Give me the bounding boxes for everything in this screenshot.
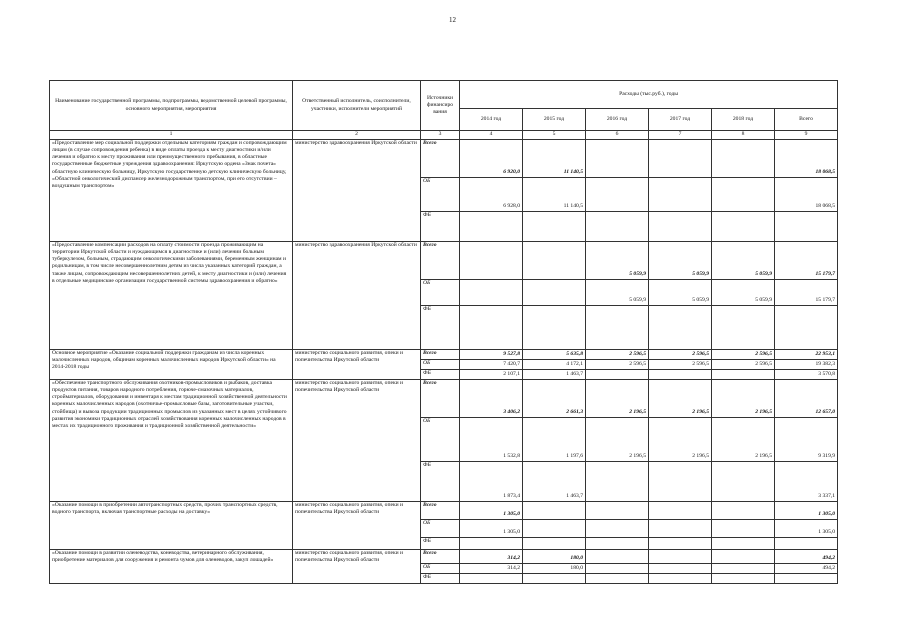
header-expenses: Расходы (тыс.руб.), годы <box>460 81 838 109</box>
year-value: 2 196,5 <box>586 380 649 418</box>
funding-source: ФБ <box>421 212 460 242</box>
total-value <box>775 538 838 550</box>
funding-source: Всего <box>421 502 460 520</box>
activity-executor: министерство здравоохранения Иркутской области <box>293 242 421 350</box>
year-value: 1 463,7 <box>523 462 586 502</box>
funding-source: ОБ <box>421 418 460 462</box>
activity-name: «Оказание помощи в развитии оленеводства, коневодства, ветеринарного обслуживания, приобретение материалов для сооружения и ремонта чумов для оленеводов, закуп лошадей» <box>50 550 293 584</box>
year-value: 1 305,0 <box>460 502 523 520</box>
year-value: 5 635,8 <box>523 350 586 360</box>
year-value <box>523 306 586 350</box>
year-value: 2 596,5 <box>586 360 649 370</box>
column-number: 7 <box>649 131 712 140</box>
column-number: 3 <box>421 131 460 140</box>
total-value: 1 305,0 <box>775 502 838 520</box>
funding-source: ОБ <box>421 178 460 212</box>
year-value <box>523 212 586 242</box>
year-value <box>460 306 523 350</box>
funding-source: ОБ <box>421 280 460 306</box>
year-value <box>649 140 712 178</box>
column-number-row <box>50 131 838 140</box>
year-value: 3 406,2 <box>460 380 523 418</box>
activity-executor: министерство социального развития, опеки и попечительства Иркутской области <box>293 550 421 584</box>
year-value <box>523 280 586 306</box>
year-value <box>649 550 712 564</box>
year-value <box>649 564 712 574</box>
year-value: 2 196,5 <box>712 418 775 462</box>
year-value: 314,2 <box>460 550 523 564</box>
year-value <box>586 370 649 380</box>
year-value <box>649 538 712 550</box>
activity-executor: министерство социального развития, опеки и попечительства Иркутской области <box>293 380 421 502</box>
year-value <box>712 538 775 550</box>
activity-name: «Предоставление компенсации расходов на оплату стоимости проезда проживающим на территории Иркутской области и нуждающимся в диагностике и (или) лечении больным туберкулезом, больным, страдающим онкологическими заболеваниями, беременным женщинам и родильницам, в том числе несовершеннолетним детям из числа указанных категорий граждан, а также лицам, сопровождающим несовершеннолетних детей, к месту диагностики и (или) лечения в отдельные медицинские организации государственной системы здравоохранения и обратно» <box>50 242 293 350</box>
year-value <box>712 178 775 212</box>
activity-name: «Предоставление мер социальной поддержки отдельным категориям граждан и сопровождающим лицам (в случае сопровождения ребенка) в виде оплаты проезда к месту диагностики и/или лечения и обратно к месту проживания или преимущественного пребывания, в областные государственные бюджетные учреждения здравоохранения: Иркутскую ордена «Знак почета» областную клиническую больницу, Иркутскую государственную детскую клиническую больницу, «Областной онкологический диспансер железнодорожным транспортом, при его отсутствии – воздушным транспортом» <box>50 140 293 242</box>
table-row <box>50 140 838 178</box>
header-total: Всего <box>775 109 838 131</box>
year-value <box>586 462 649 502</box>
year-value: 11 140,5 <box>523 140 586 178</box>
table-body <box>50 140 838 584</box>
funding-source: Всего <box>421 380 460 418</box>
table-row <box>50 550 838 564</box>
year-value <box>649 502 712 520</box>
header-executor: Ответственный исполнитель, соисполнители, участники, исполнители мероприятий <box>293 81 421 131</box>
year-value <box>586 306 649 350</box>
year-value <box>523 538 586 550</box>
header-name: Наименование государственной программы, подпрограммы, ведомственной целевой программы, основного мероприятия, мероприятия <box>50 81 293 131</box>
year-value <box>712 462 775 502</box>
program-expenses-table <box>49 80 838 584</box>
funding-source: ОБ <box>421 360 460 370</box>
total-value: 1 305,0 <box>775 520 838 538</box>
year-value: 2 661,3 <box>523 380 586 418</box>
total-value: 494,2 <box>775 550 838 564</box>
funding-source: ФБ <box>421 574 460 584</box>
year-value <box>712 564 775 574</box>
total-value: 22 953,1 <box>775 350 838 360</box>
funding-source: ОБ <box>421 564 460 574</box>
year-value: 5 059,9 <box>586 242 649 280</box>
total-value: 19 382,3 <box>775 360 838 370</box>
year-value: 4 172,1 <box>523 360 586 370</box>
funding-source: Всего <box>421 140 460 178</box>
year-value: 2 596,5 <box>649 350 712 360</box>
year-value <box>649 212 712 242</box>
year-value <box>712 502 775 520</box>
year-value: 2 196,5 <box>649 418 712 462</box>
year-value <box>712 306 775 350</box>
year-value <box>712 574 775 584</box>
total-value: 15 179,7 <box>775 242 838 280</box>
year-value <box>586 178 649 212</box>
column-number: 6 <box>586 131 649 140</box>
funding-source: ФБ <box>421 462 460 502</box>
activity-executor: министерство социального развития, опеки и попечительства Иркутской области <box>293 502 421 550</box>
year-value <box>586 502 649 520</box>
year-value: 314,2 <box>460 564 523 574</box>
year-value: 1 532,8 <box>460 418 523 462</box>
total-value: 18 068,5 <box>775 140 838 178</box>
year-value: 2 196,5 <box>712 380 775 418</box>
header-year-2015: 2015 год <box>523 109 586 131</box>
year-value <box>649 178 712 212</box>
year-value <box>460 574 523 584</box>
funding-source: Всего <box>421 550 460 564</box>
funding-source: Всего <box>421 350 460 360</box>
total-value <box>775 306 838 350</box>
year-value <box>460 212 523 242</box>
column-number: 1 <box>50 131 293 140</box>
year-value <box>712 370 775 380</box>
year-value <box>712 140 775 178</box>
activity-executor: министерство здравоохранения Иркутской области <box>293 140 421 242</box>
page-number: 12 <box>449 16 456 24</box>
funding-source: Всего <box>421 242 460 280</box>
year-value: 2 596,5 <box>712 360 775 370</box>
year-value: 5 059,9 <box>649 242 712 280</box>
year-value <box>523 502 586 520</box>
year-value <box>586 574 649 584</box>
activity-name: «Обеспечение транспортного обслуживания охотников-промысловиков и рыбаков, доставка продуктов питания, товаров народного потребления, горюче-смазочных материалов, стройматериалов, оборудования и инвентаря к местам традиционной хозяйственной деятельности коренных малочисленных народов (охотничье-промысловые базы, заготовительные участки, стойбища) и вывоза продукции традиционных промыслов из указанных мест в целях устойчивого развития экономики традиционных отраслей хозяйствования коренных малочисленных народов в местах их традиционного проживания и традиционной хозяйственной деятельности» <box>50 380 293 502</box>
year-value: 6 920,0 <box>460 140 523 178</box>
header-year-2014: 2014 год <box>460 109 523 131</box>
year-value <box>712 550 775 564</box>
year-value: 1 873,4 <box>460 462 523 502</box>
total-value: 15 179,7 <box>775 280 838 306</box>
year-value: 2 196,5 <box>586 418 649 462</box>
year-value <box>460 538 523 550</box>
header-year-2017: 2017 год <box>649 109 712 131</box>
year-value: 180,0 <box>523 564 586 574</box>
funding-source: ФБ <box>421 370 460 380</box>
activity-name: Основное мероприятие «Оказание социальной поддержки гражданам из числа коренных малочисленных народов, общинам коренных малочисленных народов Иркутской области» на 2014-2018 годы <box>50 350 293 380</box>
column-number: 9 <box>775 131 838 140</box>
year-value: 9 527,8 <box>460 350 523 360</box>
year-value: 6 928,0 <box>460 178 523 212</box>
table-row <box>50 502 838 520</box>
header-source: Источники финансиро вания <box>421 81 460 131</box>
funding-source: ФБ <box>421 538 460 550</box>
year-value: 2 596,5 <box>649 360 712 370</box>
year-value <box>649 306 712 350</box>
year-value <box>523 520 586 538</box>
year-value <box>523 574 586 584</box>
year-value: 1 197,6 <box>523 418 586 462</box>
year-value: 7 420,7 <box>460 360 523 370</box>
total-value: 494,2 <box>775 564 838 574</box>
total-value: 18 068,5 <box>775 178 838 212</box>
year-value <box>586 212 649 242</box>
year-value: 180,0 <box>523 550 586 564</box>
year-value <box>649 462 712 502</box>
total-value: 12 657,0 <box>775 380 838 418</box>
year-value: 1 305,0 <box>460 520 523 538</box>
total-value <box>775 212 838 242</box>
year-value <box>712 212 775 242</box>
year-value: 2 107,1 <box>460 370 523 380</box>
total-value <box>775 574 838 584</box>
year-value: 5 059,9 <box>586 280 649 306</box>
total-value: 9 319,9 <box>775 418 838 462</box>
table-row <box>50 350 838 360</box>
year-value <box>586 550 649 564</box>
year-value <box>649 370 712 380</box>
funding-source: ФБ <box>421 306 460 350</box>
column-number: 8 <box>712 131 775 140</box>
year-value <box>586 538 649 550</box>
funding-source: ОБ <box>421 520 460 538</box>
year-value: 2 596,5 <box>712 350 775 360</box>
total-value: 3 570,8 <box>775 370 838 380</box>
year-value: 2 596,5 <box>586 350 649 360</box>
year-value: 5 059,9 <box>712 242 775 280</box>
year-value <box>586 564 649 574</box>
year-value: 5 059,9 <box>712 280 775 306</box>
year-value: 5 059,9 <box>649 280 712 306</box>
activity-executor: министерство социального развития, опеки и попечительства Иркутской области <box>293 350 421 380</box>
header-year-2016: 2016 год <box>586 109 649 131</box>
column-number: 4 <box>460 131 523 140</box>
year-value <box>460 280 523 306</box>
year-value <box>523 242 586 280</box>
table-row <box>50 242 838 280</box>
year-value <box>649 520 712 538</box>
year-value <box>712 520 775 538</box>
year-value: 11 140,5 <box>523 178 586 212</box>
year-value <box>586 520 649 538</box>
year-value <box>460 242 523 280</box>
header-year-2018: 2018 год <box>712 109 775 131</box>
year-value: 1 463,7 <box>523 370 586 380</box>
year-value <box>586 140 649 178</box>
column-number: 5 <box>523 131 586 140</box>
year-value <box>649 574 712 584</box>
table-row <box>50 380 838 418</box>
column-number: 2 <box>293 131 421 140</box>
activity-name: «Оказание помощи в приобретении автотранспортных средств, прочих транспортных средств, водного транспорта, включая транспортные расходы на доставку» <box>50 502 293 550</box>
total-value: 3 337,1 <box>775 462 838 502</box>
year-value: 2 196,5 <box>649 380 712 418</box>
